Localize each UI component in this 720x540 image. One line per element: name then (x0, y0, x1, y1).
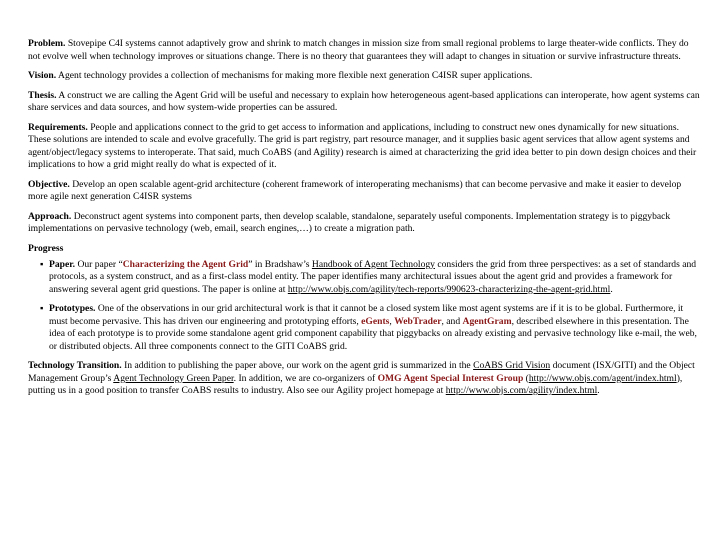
prototypes-text-1: One of the observations in our grid architectural work is that it cannot be a closed system like most agent systems are if it is to be global. Furthermore, it must become pervasive. This has driven our engineering and prototyping efforts, (49, 303, 684, 327)
prototypes-text-2: , described elsewhere in this presentation. The idea of each prototype is to provide some standalone agent grid component capability that piggybacks on already existing and pervasive technology like e-mail, the web, or distributed objects. All three components connect to the GITI CoABS grid. (49, 315, 697, 352)
requirements-text: People and applications connect to the grid to get access to information and applications, including to construct new ones dynamically for new situations. These solutions are intended to scale and evolve gracefully. The grid is part registry, part resource manager, and it supplies basic agent services that allow agent systems and agent/object/legacy systems to interoperate. That said, much CoABS (and Agility) research is aimed at characterizing the grid idea better to pin down design choices and their implications to how a grid might really do what is expected of it. (28, 121, 697, 170)
transition-text-2: document (ISX/GITI) and the Object Management Group’s (28, 360, 695, 384)
paper-label: Paper. (49, 258, 76, 270)
objective-label: Objective. (28, 178, 70, 190)
bullet-icon: ▪ (40, 303, 44, 314)
approach-paragraph (28, 211, 700, 236)
omg-sig-link[interactable]: OMG Agent Special Interest Group (377, 372, 524, 384)
approach-label: Approach. (28, 210, 72, 222)
thesis-label: Thesis. (28, 89, 57, 101)
requirements-paragraph (28, 122, 700, 172)
paper-text-1: Our paper “ (77, 258, 123, 270)
webtrader-link[interactable]: WebTrader (394, 315, 442, 327)
agility-homepage-url-link[interactable]: http://www.objs.com/agility/index.html (445, 385, 598, 396)
vision-paragraph (28, 70, 700, 83)
agentgram-link[interactable]: AgentGram (462, 315, 512, 327)
objective-text: Develop an open scalable agent-grid architecture (coherent framework of interoperating mechanisms) that can become pervasive and make it easier to develop more agile next generation C4ISR systems (28, 178, 682, 202)
egents-link[interactable]: eGents (361, 315, 390, 327)
prototypes-sep-1: , (389, 315, 395, 327)
thesis-text: A construct we are calling the Agent Grid will be useful and necessary to explain how heterogeneous agent-based applications can interoperate, how agent systems can share services and data sources, and how system-wide properties can be assured. (28, 89, 700, 113)
agent-index-url-link[interactable]: http://www.objs.com/agent/index.html (528, 372, 677, 384)
grid-vision-doc: CoABS Grid Vision (473, 360, 551, 371)
paper-text-2: ” in Bradshaw’s (248, 258, 312, 270)
bullet-icon: ▪ (40, 258, 44, 270)
green-paper-doc: Agent Technology Green Paper (113, 372, 234, 384)
handbook-title: Handbook of Agent Technology (311, 258, 435, 270)
transition-text-5: ), putting us in a good position to transfer CoABS results to industry. Also see our Agility project homepage at (28, 372, 683, 396)
transition-text-6: . (597, 385, 600, 396)
progress-item-paper (28, 259, 700, 297)
objective-paragraph (28, 179, 700, 204)
paper-text-3: considers the grid from three perspectives: as a set of standards and protocols, as a system construct, and as a first-class model entity. The paper identifies many architectural issues about the agent grid and provides a framework for answering several agent grid questions. The paper is online at (49, 258, 697, 295)
vision-label: Vision. (28, 70, 57, 81)
requirements-label: Requirements. (28, 121, 88, 133)
vision-text: Agent technology provides a collection of mechanisms for making more flexible next generation C4ISR super applications. (58, 70, 533, 81)
prototypes-label: Prototypes. (49, 303, 96, 314)
problem-label: Problem. (28, 38, 66, 49)
paper-text-4: . (610, 283, 613, 295)
transition-paragraph (28, 360, 700, 398)
paper-url-link[interactable]: http://www.objs.com/agility/tech-reports/990623-characterizing-the-agent-grid.html (287, 283, 611, 295)
progress-list (28, 259, 700, 354)
transition-text-4: ( (523, 372, 529, 384)
progress-item-prototypes (28, 303, 700, 353)
problem-paragraph (28, 38, 700, 63)
thesis-paragraph (28, 90, 700, 115)
prototypes-sep-2: , and (441, 315, 463, 327)
approach-text: Deconstruct agent systems into component parts, then develop scalable, standalone, separately useful components. Implementation strategy is to piggyback implementations on pervasive technology (web, email, search engines,…) to create a migration path. (28, 210, 671, 234)
transition-label: Technology Transition. (28, 360, 122, 371)
progress-heading: Progress (28, 242, 64, 254)
transition-text-1: In addition to publishing the paper above, our work on the agent grid is summarized in the (124, 360, 474, 371)
transition-text-3: . In addition, we are co-organizers of (233, 372, 378, 384)
paper-title-link[interactable]: Characterizing the Agent Grid (122, 258, 249, 270)
problem-text: Stovepipe C4I systems cannot adaptively grow and shrink to match changes in mission size from small regional problems to large theater-wide conflicts. They do not evolve well when technology improves or situations change. There is no theory that guarantees they will adapt to changes in situation or survive infrastructure threats. (28, 38, 689, 62)
